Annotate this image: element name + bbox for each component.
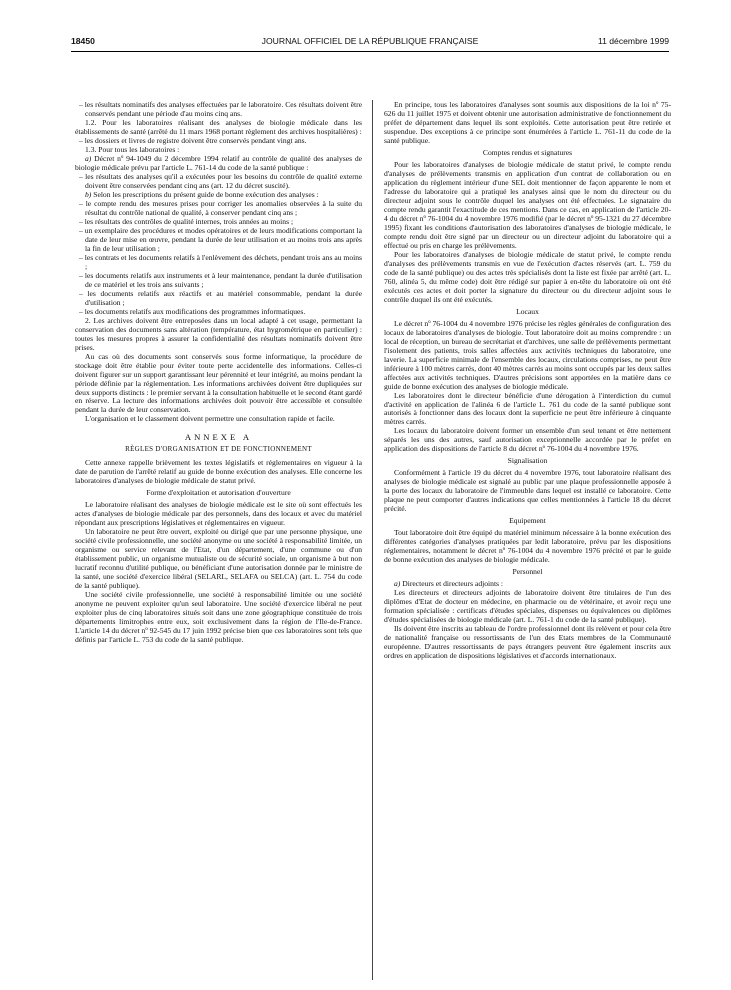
item-label: a): [394, 579, 401, 589]
left-column: [75, 100, 362, 644]
paragraph: – un exemplaire des procédures et modes opératoires et de leurs modifications comportant la date de leur mise en œuvre, pendant la durée de leur utilisation et au moins trois ans après la fin de leur utilisation ;: [79, 225, 362, 253]
paragraph: Au cas où des documents sont conservés sous forme informatique, la procédure de stockage doit être établie pour éviter toute perte accidentelle des informations. Celles-ci doivent figurer sur un support garantissant leur pérennité et leur intégrité, au moins pendant la période définie par la réglementation. Les informations archivées doivent être dupliquées sur deux supports distincts : le premier servant à la consultation habituelle et le second étant gardé en réserve. La lecture des informations archivées doit pouvoir être accessible et consultée pendant la durée de leur conservation.: [75, 351, 362, 415]
paragraph: Un laboratoire ne peut être ouvert, exploité ou dirigé que par une personne physique, une société civile professionnelle, une société anonyme ou une société à responsabilité limitée, un organisme ou service relevant de l'Etat, d'un département, d'une commune ou d'un établissement public, un organisme mutualiste ou de sécurité sociale, un organisme à but non lucratif reconnu d'utilité publique, ou bénéficiant d'une autorisation donnée par le ministre de la santé, une société d'exercice libéral (SELARL, SELAFA ou SELCA) (art. L. 754 du code de la santé publique).: [75, 527, 362, 591]
paragraph: Le décret nº 76-1004 du 4 novembre 1976 précise les règles générales de configuration des locaux de laboratoires d'analyses de biologie. Tout laboratoire doit au moins comprendre : un local de réception, un bureau de secrétariat et d'archives, une salle de prélèvements permettant l'isolement des patients, trois salles affectées aux activités techniques du laboratoire, une laverie. La superficie minimale de l'ensemble des locaux, circulations comprises, ne peut être inférieure à 100 mètres carrés, dont 40 mètres carrés au moins sont occupés par les deux salles affectées aux activités techniques. D'autres précisions sont apportées en la matière dans ce guide de bonne exécution des analyses de biologie médicale.: [384, 318, 671, 391]
annex-subtitle: RÈGLES D'ORGANISATION ET DE FONCTIONNEMENT: [125, 445, 312, 454]
item-label: b): [85, 189, 92, 199]
publication-date: 11 décembre 1999: [597, 36, 669, 46]
page-number: 18450: [71, 36, 95, 46]
page-header: [71, 36, 669, 50]
paragraph: – le compte rendu des mesures prises pour corriger les anomalies observées à la suite du résultat du contrôle national de qualité, à conserver pendant cinq ans ;: [79, 198, 362, 217]
paragraph: Tout laboratoire doit être équipé du matériel minimum nécessaire à la bonne exécution des différentes catégories d'analyses pratiquées par ledit laboratoire, prévu par les dispositions réglementaires, notamment le décret nº 76-1004 du 4 novembre 1976 précité et par le guide de bonne exécution des analyses de biologie médicale.: [384, 528, 671, 565]
paragraph: En principe, tous les laboratoires d'analyses sont soumis aux dispositions de la loi nº 75-626 du 11 juillet 1975 et doivent obtenir une autorisation administrative de fonctionnement du préfet de département dans lequel ils sont exploités. Cette autorisation peut être retirée et suspendue. Des exceptions à ce principe sont énumérées à l'article L. 761-11 du code de la santé publique.: [384, 100, 671, 145]
paragraph: – les résultats nominatifs des analyses effectuées par le laboratoire. Ces résultats doivent être conservés pendant une période d'au moins cinq ans.: [79, 100, 362, 118]
paragraph: Les directeurs et directeurs adjoints de laboratoire doivent être titulaires de l'un des diplômes d'Etat de docteur en médecine, en pharmacie ou de vétérinaire, et avoir reçu une formation spécialisée : certificats d'études spéciales, dispenses ou équivalences ou diplômes d'études spécialisées de biologie médicale (art. L. 761-1 du code de la santé publique).: [384, 588, 671, 625]
column-divider: [372, 100, 373, 980]
paragraph: [384, 579, 671, 588]
paragraph: Pour les laboratoires d'analyses de biologie médicale de statut privé, le compte rendu d'analyses de prélèvements transmis en application d'un contrat de collaboration ou en application du règlement intérieur d'une SEL doit mentionner de façon apparente le nom et l'adresse du laboratoire qui a pratiqué les analyses ainsi que le nom du directeur ou du directeur adjoint sous le contrôle duquel les analyses ont été effectuées. Le signataire du compte rendu garantit l'exactitude de ces mentions. Dans ce cas, en application de l'article 20-4 du décret nº 76-1004 du 4 novembre 1976 modifié (par le décret nº 95-1321 du 27 décembre 1995) fixant les conditions d'autorisation des laboratoires d'analyses de biologie médicale, le compte rendu doit être signé par un directeur ou un directeur adjoint du laboratoire qui a effectué ou pris en charge les prélèvements.: [384, 159, 671, 250]
right-column: [384, 100, 671, 660]
paragraph: Ils doivent être inscrits au tableau de l'ordre professionnel dont ils relèvent et pour cela être de nationalité française ou ressortissants de l'un des Etats membres de la Communauté européenne. D'autres ressortissants de pays étrangers peuvent être également inscrits aux ordres en application de dispositions législatives et d'accords internationaux.: [384, 624, 671, 661]
paragraph: Les laboratoires dont le directeur bénéficie d'une dérogation à l'interdiction du cumul d'activité en application de l'alinéa 6 de l'article L. 761 du code de la santé publique sont autorisés à fonctionner dans des locaux dont la superficie ne peut être inférieure à cinquante mètres carrés.: [384, 390, 671, 427]
section-heading: Signalisation: [507, 456, 548, 466]
journal-title: JOURNAL OFFICIEL DE LA RÉPUBLIQUE FRANÇAISE: [261, 36, 479, 46]
section-heading: Personnel: [512, 567, 543, 577]
section-heading: Forme d'exploitation et autorisation d'ouverture: [146, 488, 291, 498]
paragraph: 2. Les archives doivent être entreposées dans un local adapté à cet usage, permettant la conservation des documents sans altération (température, état hygrométrique en particulier) : toutes les mesures propres à assurer la confidentialité des résultats nominatifs doivent être prises.: [75, 315, 362, 352]
paragraph: Le laboratoire réalisant des analyses de biologie médicale est le site où sont effectués les actes d'analyses de biologie médicale par des personnels, dans des locaux et avec du matériel répondant aux prescriptions législatives et réglementaires en vigueur.: [75, 500, 362, 528]
paragraph: Pour les laboratoires d'analyses de biologie médicale de statut privé, le compte rendu d'analyses des prélèvements transmis en vue de l'exécution d'actes réservés (art. L. 759 du code de la santé publique) ou des actes très spécialisés dont la liste est fixée par arrêté (art. L. 760, alinéa 5, du même code) doit être rédigé sur papier à en-tête du laboratoire où ont été exécutés ces actes et doit porter la signature du directeur ou du directeur adjoint sous le contrôle duquel ils ont été exécutés.: [384, 249, 671, 304]
paragraph-text: Selon les prescriptions du présent guide de bonne exécution des analyses :: [91, 189, 319, 199]
annex-title: ANNEXE A: [184, 432, 253, 443]
paragraph: [75, 190, 362, 199]
paragraph: – les résultats des analyses qu'il a exécutées pour les besoins du contrôle de qualité externe doivent être conservées pendant cinq ans (art. 12 du décret suscité).: [79, 171, 362, 190]
section-heading: Comptes rendus et signatures: [482, 147, 573, 157]
paragraph: L'organisation et le classement doivent permettre une consultation rapide et facile.: [85, 414, 335, 424]
paragraph: Conformément à l'article 19 du décret du 4 novembre 1976, tout laboratoire réalisant des analyses de biologie médicale est signalé au public par une plaque professionnelle apposée à la porte des locaux du laboratoire de l'immeuble dans lequel est installé ce laboratoire. Cette plaque ne peut comporter d'autres indications que celles mentionnées à l'article 18 du décret précité.: [384, 468, 671, 514]
section-heading: Equipement: [509, 516, 546, 526]
paragraph: – les documents relatifs aux instruments et à leur maintenance, pendant la durée d'utilisation de ce matériel et les trois ans suivants ;: [79, 270, 362, 289]
paragraph: Les locaux du laboratoire doivent former un ensemble d'un seul tenant et être nettement séparés les uns des autres, sauf autorisation exceptionnelle accordée par le préfet en application des dispositions de l'article 8 du décret nº 76-1004 du 4 novembre 1976.: [384, 426, 671, 454]
paragraph: – les documents relatifs aux modifications des programmes informatiques.: [79, 306, 306, 316]
header-rule: [71, 51, 669, 52]
paragraph: Cette annexe rappelle brièvement les textes législatifs et réglementaires en vigueur à la date de parution de l'arrêté relatif au guide de bonne exécution des analyses. Elle concerne les laboratoires d'analyses de biologie médicale de statut privé.: [75, 458, 362, 486]
paragraph: – les résultats des contrôles de qualité internes, trois années au moins ;: [79, 216, 294, 226]
item-label: a): [85, 153, 92, 163]
paragraph: – les documents relatifs aux réactifs et au matériel consommable, pendant la durée d'utilisation ;: [79, 288, 362, 307]
paragraph: – les contrats et les documents relatifs à l'enlèvement des déchets, pendant trois ans au moins ;: [79, 252, 362, 271]
paragraph-text: Décret nº 94-1049 du 2 décembre 1994 relatif au contrôle de qualité des analyses de biologie médicale prévu par l'article L. 761-14 du code de la santé publique :: [75, 153, 362, 172]
paragraph: – les dossiers et livres de registre doivent être conservés pendant vingt ans.: [79, 135, 307, 145]
paragraph: Une société civile professionnelle, une société à responsabilité limitée ou une société anonyme ne peuvent exploiter qu'un seul laboratoire. Une société d'exercice libéral ne peut exploiter plus de cinq laboratoires situés soit dans une zone géographique constituée de trois départements limitrophes entre eux, soit exclusivement dans la région de l'Ile-de-France. L'article 14 du décret nº 92-545 du 17 juin 1992 précise bien que ces laboratoires sont tels que définis par l'article L. 753 du code de la santé publique.: [75, 590, 362, 645]
paragraph: 1.2. Pour les laboratoires réalisant des analyses de biologie médicale dans les établissements de santé (arrêté du 11 mars 1968 portant règlement des archives hospitalières) :: [75, 117, 362, 136]
paragraph: [75, 154, 362, 172]
section-heading: Locaux: [516, 306, 539, 316]
paragraph: 1.3. Pour tous les laboratoires :: [85, 144, 180, 154]
paragraph-text: Directeurs et directeurs adjoints :: [400, 579, 504, 589]
